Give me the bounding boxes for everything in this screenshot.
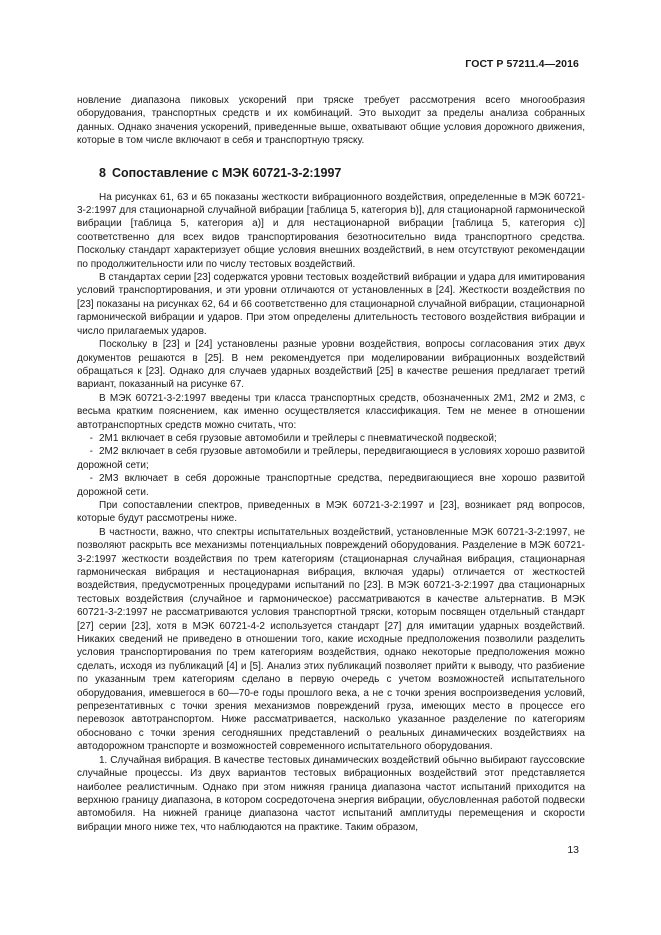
section-title: Сопоставление с МЭК 60721-3-2:1997 xyxy=(111,165,342,180)
list-dash: - xyxy=(89,473,93,485)
list-item-text: 2М1 включает в себя грузовые автомобили и трейлеры с пневматической подвеской; xyxy=(99,432,497,444)
list-item xyxy=(77,445,585,472)
paragraph: При сопоставлении спектров, приведенных в МЭК 60721-3-2:1997 и [23], возникает ряд вопросов, которые будут рассмотрены ниже. xyxy=(77,499,585,525)
paragraph: Поскольку в [23] и [24] установлены разные уровни воздействия, вопросы согласования этих двух документов решаются в [25]. В нем рекомендуется при моделировании вибрационных воздействий обращаться к [23]. Однако для случаев ударных воздействий [25] в качестве решения предлагает третий вариант, показанный на рисунке 67. xyxy=(77,339,585,391)
section-number: 8 xyxy=(99,165,106,180)
paragraph: На рисунках 61, 63 и 65 показаны жесткости вибрационного воздействия, определенные в МЭК 60721-3-2:1997 для стационарной случайной вибрации [таблица 5, категория b)], для стационарной гармонической вибрации [таблица 5, категория a)] и для нестационарной вибрации [таблица 5, категория c)] соответственно для всех видов транспортирования безотносительно вида транспортного средства. Поскольку стандарт характеризует общие условия внешних воздействий, в нем отсутствуют рекомендации по продолжительности или по числу тестовых воздействий. xyxy=(77,191,585,270)
list-item-text: 2М3 включает в себя дорожные транспортные средства, передвигающиеся вне хорошо развитой дорожной сети. xyxy=(77,473,585,498)
paragraph: 1. Случайная вибрация. В качестве тестовых динамических воздействий обычно выбирают гауссовские случайные процессы. Из двух вариантов тестовых вибрационных воздействий этот представляется наиболее реалистичным. Однако при этом нижняя граница диапазона частот испытаний приходится на верхнюю границу диапазона, в котором сосредоточена энергия вибрации, обусловленная работой подвески автомобиля. На нижней границе диапазона частот испытаний амплитуды перемещения и скорости вибрации много ниже тех, что наблюдаются на практике. Таким образом, xyxy=(77,754,585,833)
paragraph: В частности, важно, что спектры испытательных воздействий, установленные МЭК 60721-3-2:1997, не позволяют раскрыть все механизмы потенциальных повреждений оборудования. Разделение в МЭК 60721-3-2:1997 жесткости воздействия по трем категориям (стационарная случайная вибрация, стационарная гармоническая вибрация и нестационарная вибрация, включая удары) отличается от жесткостей воздействия, предусмотренных процедурами испытаний по [23]. В МЭК 60721-3-2:1997 два стационарных тестовых воздействия (случайное и гармоническое) рассматриваются в качестве альтернатив. В МЭК 60721-3-2:1997 не рассматриваются условия транспортной тряски, которым посвящен отдельный стандарт [27] серии [23], хотя в МЭК 60721-4-2 используется стандарт [27] для имитации ударных воздействий. Никаких сведений не приведено в отношении того, какие исходные предположения позволили разделить условия транспортирования по трем категориям воздействия, однако некоторые предположения можно сделать, исходя из публикаций [4] и [5]. Анализ этих публикаций позволяет прийти к выводу, что разбиение по указанным трем категориям сделано в первую очередь с учетом возможностей испытательного оборудования, имевшегося в 60—70-е годы прошлого века, а не с точки зрения воспроизведения условий, репрезентативных с точки зрения механизмов повреждений груза, имеющих место в процессе его перевозок автотранспортом. Ниже рассматривается, насколько указанное разделение по категориям обосновано с точки зрения сегодняшних представлений о реальных динамических воздействиях на автодорожном транспорте и возможностей современного испытательного оборудования. xyxy=(77,526,585,753)
list-dash: - xyxy=(89,432,93,444)
standard-header: ГОСТ Р 57211.4—2016 xyxy=(465,58,579,70)
list-item-text: 2М2 включает в себя грузовые автомобили и трейлеры, передвигающиеся в условиях хорошо развитой дорожной сети; xyxy=(77,446,585,471)
paragraph: В МЭК 60721-3-2:1997 введены три класса транспортных средств, обозначенных 2М1, 2М2 и 2М3, с весьма кратким пояснением, как именно осуществляется классификация. Тем не менее в отношении автотранспортных средств можно считать, что: xyxy=(77,392,585,431)
intro-paragraph: новление диапазона пиковых ускорений при тряске требует рассмотрения всего многообразия оборудования, транспортных средств и их комбинаций. Это выходит за пределы анализа собранных данных. Однако значения ускорений, приведенные выше, охватывают общие условия дорожного движения, которые в том числе включают в себя и транспортную тряску. xyxy=(77,95,585,147)
list-item xyxy=(77,432,585,445)
list-item xyxy=(77,472,585,499)
page-body xyxy=(77,94,585,834)
section-heading xyxy=(77,165,585,181)
page-number: 13 xyxy=(567,844,579,856)
paragraph: В стандартах серии [23] содержатся уровни тестовых воздействий вибрации и удара для имитирования условий транспортирования, и эти уровни отличаются от установленных в [24]. Жесткости воздействия по [23] показаны на рисунках 62, 64 и 66 соответственно для стационарной случайной вибрации, стационарной гармонической вибрации и ударов. При этом определены длительность тестового воздействия вибрации и число прилагаемых ударов. xyxy=(77,272,585,337)
list-dash: - xyxy=(89,446,93,458)
